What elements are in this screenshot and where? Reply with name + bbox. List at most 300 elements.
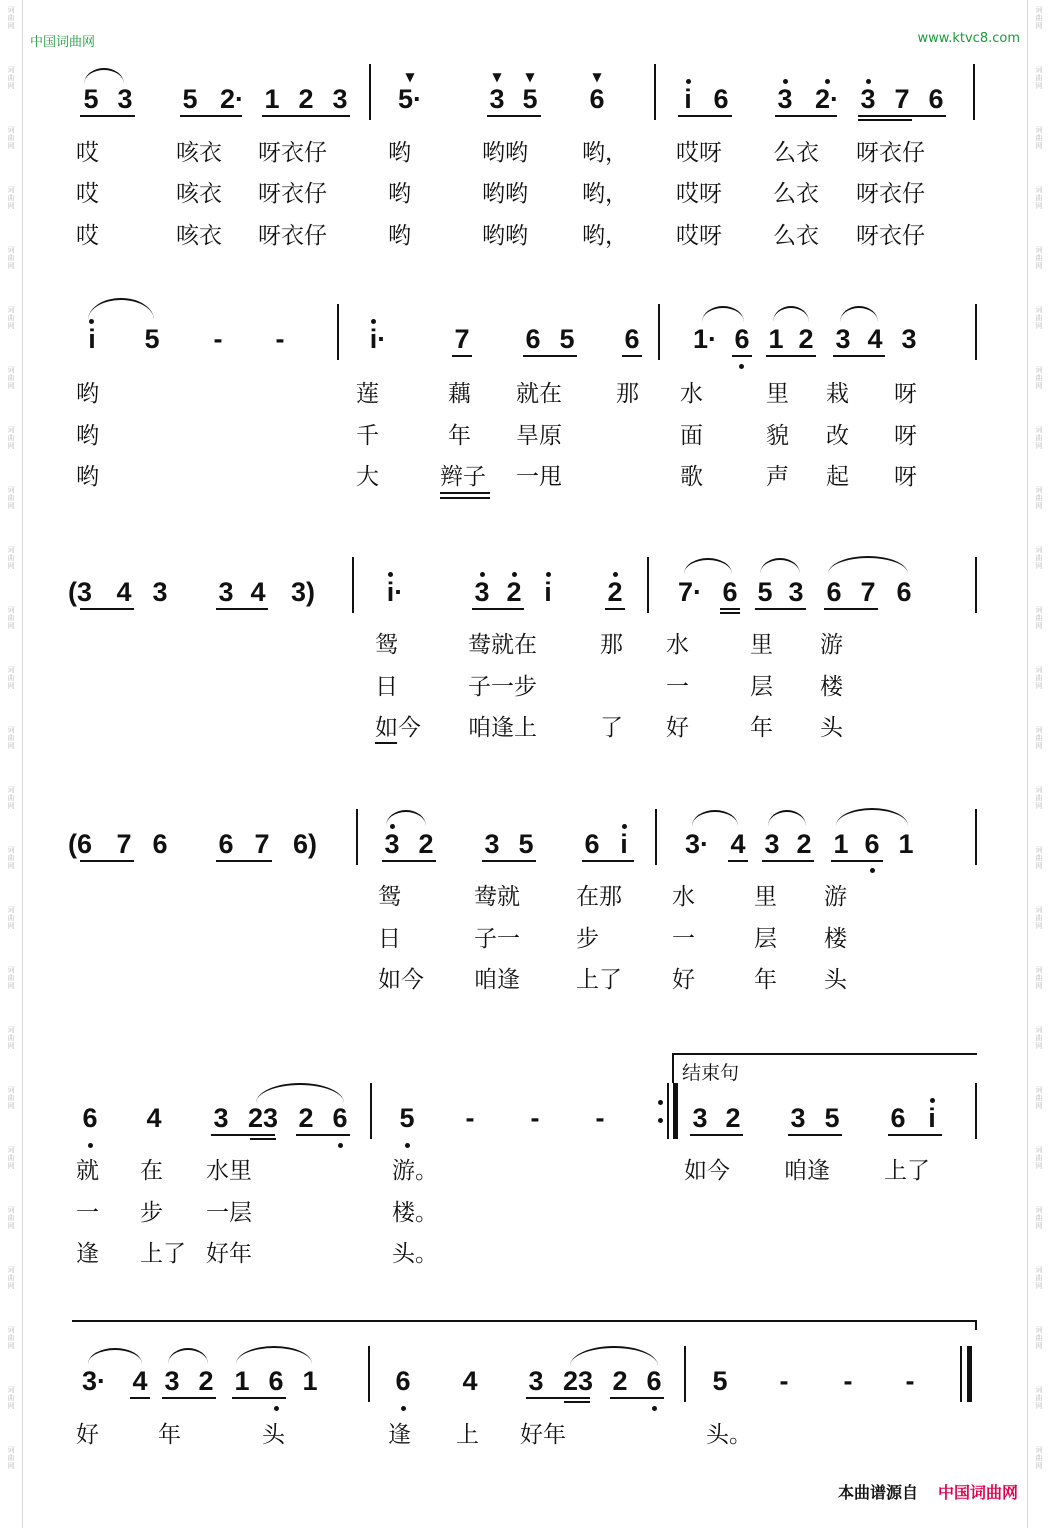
beat-underline bbox=[720, 612, 740, 614]
watermark-text: 词 曲 网 bbox=[7, 1386, 15, 1410]
note: 1 bbox=[302, 1366, 318, 1396]
lyric: 头。 bbox=[392, 1241, 438, 1267]
barline bbox=[684, 1346, 686, 1402]
note: - bbox=[843, 1366, 853, 1396]
lyric: 呀衣仔 bbox=[856, 140, 925, 166]
note: 5 bbox=[182, 84, 198, 114]
lyric: 年 bbox=[754, 967, 777, 993]
beat-underline bbox=[690, 1134, 743, 1136]
lyric: 么衣 bbox=[773, 181, 819, 207]
high-octave-dot bbox=[388, 572, 393, 577]
lyric: 哟 bbox=[388, 181, 411, 207]
note: 2 bbox=[607, 577, 623, 607]
lyric: 辫子 bbox=[440, 464, 486, 490]
footer-site-name[interactable]: 中国词曲网 bbox=[937, 1483, 1018, 1502]
beat-underline bbox=[452, 355, 472, 357]
final-barline-thin bbox=[960, 1346, 962, 1402]
note: 3 bbox=[788, 577, 804, 607]
note: i bbox=[620, 829, 628, 859]
watermark-text: 词 曲 网 bbox=[1035, 546, 1043, 570]
watermark-text: 词 曲 网 bbox=[1035, 426, 1043, 450]
note: 3 bbox=[213, 1103, 229, 1133]
lyric: 水 bbox=[680, 381, 703, 407]
watermark-text: 词 曲 网 bbox=[7, 666, 15, 690]
lyric-underline bbox=[440, 492, 490, 494]
barline bbox=[370, 1083, 372, 1139]
lyric: 鸯就在 bbox=[468, 632, 537, 658]
lyric: 哟 bbox=[76, 423, 99, 449]
note: 6 bbox=[722, 577, 738, 607]
slur bbox=[256, 1083, 344, 1103]
lyric: 上了 bbox=[884, 1158, 930, 1184]
note: 3 bbox=[218, 577, 234, 607]
watermark-text: 词 曲 网 bbox=[7, 366, 15, 390]
note: 6 bbox=[713, 84, 729, 114]
lyric: 子一 bbox=[474, 926, 520, 952]
lyric: 鸳 bbox=[375, 632, 398, 658]
note: 6 bbox=[890, 1103, 906, 1133]
note: 5 bbox=[824, 1103, 840, 1133]
lyric: 年 bbox=[158, 1422, 181, 1448]
coda-bracket bbox=[72, 1320, 977, 1322]
lyric: 哟， bbox=[582, 181, 628, 207]
note: 1 bbox=[234, 1366, 250, 1396]
lyric: 日 bbox=[375, 674, 398, 700]
low-octave-dot bbox=[870, 868, 875, 873]
lyric: 好 bbox=[666, 715, 689, 741]
watermark-text: 词 曲 网 bbox=[7, 486, 15, 510]
slur bbox=[760, 558, 800, 574]
note: 2 bbox=[796, 829, 812, 859]
watermark-text: 词 曲 网 bbox=[7, 306, 15, 330]
barline bbox=[369, 64, 371, 120]
lyric: 楼。 bbox=[392, 1200, 438, 1226]
lyric: 哟哟 bbox=[482, 223, 528, 249]
note: 2 bbox=[506, 577, 522, 607]
note: 6 bbox=[928, 84, 944, 114]
beat-underline bbox=[250, 1138, 276, 1140]
lyric: 哟 bbox=[388, 140, 411, 166]
lyric: 层 bbox=[754, 926, 777, 952]
note: 1· bbox=[692, 324, 718, 354]
watermark-text: 词 曲 网 bbox=[1035, 966, 1043, 990]
slur bbox=[684, 558, 732, 574]
lyric: 哎 bbox=[76, 223, 99, 249]
lyric: 大 bbox=[356, 464, 379, 490]
beat-underline bbox=[482, 860, 536, 862]
lyric: 咳衣 bbox=[176, 223, 222, 249]
lyric: 如今 bbox=[684, 1158, 730, 1184]
slur bbox=[88, 1348, 142, 1364]
note: 3 bbox=[474, 577, 490, 607]
lyric: 头 bbox=[824, 967, 847, 993]
high-octave-dot bbox=[930, 1098, 935, 1103]
watermark-text: 词 曲 网 bbox=[1035, 606, 1043, 630]
note: 3 bbox=[332, 84, 348, 114]
lyric: 呀 bbox=[894, 464, 917, 490]
note: 3 bbox=[901, 324, 917, 354]
lyric: 那 bbox=[616, 381, 639, 407]
lyric: 水 bbox=[666, 632, 689, 658]
lyric: 逢 bbox=[388, 1422, 411, 1448]
note: 7 bbox=[254, 829, 270, 859]
note: 6 bbox=[82, 1103, 98, 1133]
lyric: 一甩 bbox=[516, 464, 562, 490]
accent-mark: ▼ bbox=[405, 70, 415, 84]
beat-underline bbox=[523, 355, 577, 357]
note: 6 bbox=[584, 829, 600, 859]
note: 5 bbox=[83, 84, 99, 114]
slur bbox=[836, 808, 908, 826]
watermark-text: 词 曲 网 bbox=[1035, 1446, 1043, 1470]
lyric: 哎呀 bbox=[676, 181, 722, 207]
beat-underline bbox=[80, 860, 134, 862]
slur bbox=[570, 1346, 658, 1366]
beat-underline bbox=[622, 355, 642, 357]
lyric: 上了 bbox=[140, 1241, 186, 1267]
note: 6 bbox=[395, 1366, 411, 1396]
note: 5 bbox=[518, 829, 534, 859]
lyric: 楼 bbox=[824, 926, 847, 952]
note: 3) bbox=[290, 577, 316, 607]
lyric: 水里 bbox=[206, 1158, 252, 1184]
watermark-text: 词 曲 网 bbox=[1035, 786, 1043, 810]
accent-mark: ▼ bbox=[592, 70, 602, 84]
note: 6 bbox=[268, 1366, 284, 1396]
watermark-text: 词 曲 网 bbox=[7, 66, 15, 90]
note: 6 bbox=[525, 324, 541, 354]
lyric: 呀衣仔 bbox=[856, 223, 925, 249]
lyric: 楼 bbox=[820, 674, 843, 700]
lyric: 头 bbox=[262, 1422, 285, 1448]
lyric: 好 bbox=[76, 1422, 99, 1448]
note: 6 bbox=[332, 1103, 348, 1133]
lyric: 哟 bbox=[388, 223, 411, 249]
note: 3 bbox=[528, 1366, 544, 1396]
barline bbox=[975, 809, 977, 865]
watermark-text: 词 曲 网 bbox=[7, 426, 15, 450]
right-margin-strip bbox=[1027, 0, 1050, 1528]
beat-underline bbox=[216, 860, 272, 862]
high-octave-dot bbox=[546, 572, 551, 577]
lyric: 游。 bbox=[392, 1158, 438, 1184]
lyric: 好年 bbox=[520, 1422, 566, 1448]
note: 7 bbox=[454, 324, 470, 354]
coda-bracket-edge bbox=[672, 1053, 674, 1083]
lyric: 步 bbox=[140, 1200, 163, 1226]
beat-underline bbox=[720, 608, 740, 610]
watermark-text: 词 曲 网 bbox=[1035, 906, 1043, 930]
barline bbox=[655, 809, 657, 865]
barline bbox=[973, 64, 975, 120]
note: 7 bbox=[894, 84, 910, 114]
slur bbox=[88, 298, 154, 320]
watermark-text: 词 曲 网 bbox=[7, 126, 15, 150]
final-barline-thick bbox=[967, 1346, 972, 1402]
note: 2 bbox=[198, 1366, 214, 1396]
note: i· bbox=[386, 577, 404, 607]
lyric: 如今 bbox=[375, 715, 421, 741]
note: 4 bbox=[116, 577, 132, 607]
lyric: 咱逢 bbox=[474, 967, 520, 993]
high-octave-dot bbox=[480, 572, 485, 577]
beat-underline bbox=[831, 860, 883, 862]
lyric: 年 bbox=[750, 715, 773, 741]
coda-bracket-edge bbox=[975, 1320, 977, 1330]
lyric-underline bbox=[375, 742, 397, 744]
lyric: 好年 bbox=[206, 1241, 252, 1267]
watermark-text: 词 曲 网 bbox=[7, 906, 15, 930]
high-octave-dot bbox=[390, 824, 395, 829]
left-margin-strip bbox=[0, 0, 23, 1528]
barline bbox=[975, 557, 977, 613]
note: 23 bbox=[562, 1366, 594, 1396]
beat-underline bbox=[382, 860, 436, 862]
slur bbox=[702, 306, 744, 322]
beat-underline bbox=[766, 355, 816, 357]
lyric: 哟， bbox=[582, 140, 628, 166]
note: 6 bbox=[589, 84, 605, 114]
high-octave-dot bbox=[825, 79, 830, 84]
beat-underline bbox=[888, 1134, 942, 1136]
note: 6 bbox=[218, 829, 234, 859]
beat-underline bbox=[788, 1134, 842, 1136]
watermark-text: 词 曲 网 bbox=[7, 186, 15, 210]
note: 3 bbox=[692, 1103, 708, 1133]
beat-underline bbox=[296, 1134, 350, 1136]
low-octave-dot bbox=[274, 1406, 279, 1411]
note: 3 bbox=[777, 84, 793, 114]
high-octave-dot bbox=[512, 572, 517, 577]
note: 6 bbox=[864, 829, 880, 859]
beat-underline bbox=[762, 860, 814, 862]
note: 4 bbox=[867, 324, 883, 354]
lyric: 在那 bbox=[576, 884, 622, 910]
lyric: 呀 bbox=[894, 381, 917, 407]
lyric: 水 bbox=[672, 884, 695, 910]
note: 1 bbox=[898, 829, 914, 859]
high-octave-dot bbox=[686, 79, 691, 84]
lyric: 哎呀 bbox=[676, 140, 722, 166]
note: 6 bbox=[826, 577, 842, 607]
note: 5· bbox=[397, 84, 423, 114]
lyric: 咳衣 bbox=[176, 140, 222, 166]
lyric: 上 bbox=[456, 1422, 479, 1448]
header-site-name[interactable]: 中国词曲网 bbox=[30, 35, 96, 50]
lyric: 头。 bbox=[706, 1422, 752, 1448]
watermark-text: 词 曲 网 bbox=[1035, 186, 1043, 210]
lyric: 在 bbox=[140, 1158, 163, 1184]
footer-source bbox=[838, 1480, 1018, 1503]
note: 3 bbox=[835, 324, 851, 354]
watermark-text: 词 曲 网 bbox=[1035, 1026, 1043, 1050]
lyric: 哎呀 bbox=[676, 223, 722, 249]
lyric: 呀衣仔 bbox=[258, 181, 327, 207]
lyric: 起 bbox=[826, 464, 849, 490]
note: 3 bbox=[860, 84, 876, 114]
watermark-text: 词 曲 网 bbox=[1035, 66, 1043, 90]
watermark-text: 词 曲 网 bbox=[7, 1446, 15, 1470]
beat-underline bbox=[130, 1397, 150, 1399]
watermark-text: 词 曲 网 bbox=[1035, 1266, 1043, 1290]
watermark-text: 词 曲 网 bbox=[1035, 126, 1043, 150]
accent-mark: ▼ bbox=[492, 70, 502, 84]
lyric: 哟哟 bbox=[482, 181, 528, 207]
barline bbox=[658, 304, 660, 360]
lyric: 鸳 bbox=[378, 884, 401, 910]
note: 2 bbox=[725, 1103, 741, 1133]
lyric: 就 bbox=[76, 1158, 99, 1184]
lyric: 歌 bbox=[680, 464, 703, 490]
lyric: 呀衣仔 bbox=[856, 181, 925, 207]
lyric: 好 bbox=[672, 967, 695, 993]
note: 2 bbox=[798, 324, 814, 354]
note: 4 bbox=[250, 577, 266, 607]
watermark-text: 词 曲 网 bbox=[7, 246, 15, 270]
repeat-barline-thick bbox=[673, 1083, 678, 1139]
lyric: 一 bbox=[672, 926, 695, 952]
lyric: 哟 bbox=[76, 381, 99, 407]
slur bbox=[692, 810, 738, 826]
note: 23 bbox=[247, 1103, 279, 1133]
note: 5 bbox=[144, 324, 160, 354]
barline bbox=[654, 64, 656, 120]
note: 7· bbox=[677, 577, 703, 607]
low-octave-dot bbox=[88, 1143, 93, 1148]
repeat-dot bbox=[658, 1100, 663, 1105]
beat-underline bbox=[833, 355, 885, 357]
low-octave-dot bbox=[405, 1143, 410, 1148]
lyric: 逢 bbox=[76, 1241, 99, 1267]
note: 4 bbox=[146, 1103, 162, 1133]
lyric: 哎 bbox=[76, 181, 99, 207]
note: 7 bbox=[860, 577, 876, 607]
watermark-text: 词 曲 网 bbox=[1035, 1326, 1043, 1350]
note: 1 bbox=[833, 829, 849, 859]
lyric: 一 bbox=[666, 674, 689, 700]
beat-underline bbox=[858, 119, 912, 121]
beat-underline bbox=[755, 608, 806, 610]
beat-underline bbox=[262, 115, 350, 117]
note: - bbox=[465, 1103, 475, 1133]
watermark-text: 词 曲 网 bbox=[7, 1266, 15, 1290]
note: 5 bbox=[399, 1103, 415, 1133]
note: 3· bbox=[684, 829, 710, 859]
header-site-url[interactable]: www.ktvc8.com bbox=[917, 31, 1020, 46]
slur bbox=[840, 306, 878, 322]
note: 6 bbox=[896, 577, 912, 607]
beat-underline bbox=[775, 115, 837, 117]
lyric: 那 bbox=[600, 632, 623, 658]
high-octave-dot bbox=[613, 572, 618, 577]
beat-underline bbox=[824, 608, 878, 610]
beat-underline bbox=[605, 608, 625, 610]
coda-label: 结束句 bbox=[682, 1062, 740, 1084]
watermark-text: 词 曲 网 bbox=[1035, 1386, 1043, 1410]
note: 6 bbox=[152, 829, 168, 859]
beat-underline bbox=[582, 860, 634, 862]
lyric: 貌 bbox=[766, 423, 789, 449]
barline bbox=[368, 1346, 370, 1402]
high-octave-dot bbox=[89, 319, 94, 324]
lyric: 就在 bbox=[516, 381, 562, 407]
lyric: 藕 bbox=[448, 381, 471, 407]
slur bbox=[828, 556, 908, 574]
slur bbox=[168, 1348, 208, 1364]
note: 3 bbox=[790, 1103, 806, 1133]
lyric: 上了 bbox=[576, 967, 622, 993]
repeat-barline-thin bbox=[667, 1083, 669, 1139]
note: 3 bbox=[484, 829, 500, 859]
note: 1 bbox=[264, 84, 280, 114]
watermark-text: 词 曲 网 bbox=[1035, 6, 1043, 30]
watermark-text: 词 曲 网 bbox=[1035, 1206, 1043, 1230]
note: 2 bbox=[418, 829, 434, 859]
high-octave-dot bbox=[783, 79, 788, 84]
watermark-text: 词 曲 网 bbox=[1035, 306, 1043, 330]
watermark-text: 词 曲 网 bbox=[7, 846, 15, 870]
note: - bbox=[779, 1366, 789, 1396]
note: 3 bbox=[489, 84, 505, 114]
lyric: 头 bbox=[820, 715, 843, 741]
lyric: 千 bbox=[356, 423, 379, 449]
beat-underline bbox=[487, 115, 541, 117]
note: i bbox=[684, 84, 692, 114]
slur bbox=[773, 306, 809, 322]
note: 4 bbox=[462, 1366, 478, 1396]
lyric: 层 bbox=[750, 674, 773, 700]
note: 3 bbox=[164, 1366, 180, 1396]
lyric: 一层 bbox=[206, 1200, 252, 1226]
note: 6) bbox=[292, 829, 318, 859]
beat-underline bbox=[678, 115, 732, 117]
lyric: 年 bbox=[448, 423, 471, 449]
note: 1 bbox=[768, 324, 784, 354]
lyric: 旱原 bbox=[516, 423, 562, 449]
note: (6 bbox=[67, 829, 93, 859]
lyric: 么衣 bbox=[773, 223, 819, 249]
slur bbox=[236, 1346, 312, 1364]
high-octave-dot bbox=[371, 319, 376, 324]
watermark-text: 词 曲 网 bbox=[7, 606, 15, 630]
lyric: 游 bbox=[824, 884, 847, 910]
note: i bbox=[88, 324, 96, 354]
watermark-text: 词 曲 网 bbox=[7, 786, 15, 810]
beat-underline bbox=[610, 1397, 664, 1399]
slur bbox=[768, 810, 806, 826]
lyric: 哟哟 bbox=[482, 140, 528, 166]
high-octave-dot bbox=[622, 824, 627, 829]
beat-underline bbox=[211, 1134, 275, 1136]
lyric: 哟， bbox=[582, 223, 628, 249]
watermark-text: 词 曲 网 bbox=[7, 966, 15, 990]
beat-underline bbox=[472, 608, 524, 610]
high-octave-dot bbox=[866, 79, 871, 84]
watermark-text: 词 曲 网 bbox=[7, 1026, 15, 1050]
lyric: 游 bbox=[820, 632, 843, 658]
watermark-text: 词 曲 网 bbox=[1035, 486, 1043, 510]
footer-source-label: 本曲谱源自 bbox=[837, 1483, 918, 1502]
lyric: 咳衣 bbox=[176, 181, 222, 207]
lyric: 里 bbox=[754, 884, 777, 910]
beat-underline bbox=[728, 860, 748, 862]
lyric: 莲 bbox=[356, 381, 379, 407]
watermark-text: 词 曲 网 bbox=[1035, 1086, 1043, 1110]
lyric: 日 bbox=[378, 926, 401, 952]
barline bbox=[356, 809, 358, 865]
beat-underline bbox=[80, 115, 135, 117]
low-octave-dot bbox=[401, 1406, 406, 1411]
